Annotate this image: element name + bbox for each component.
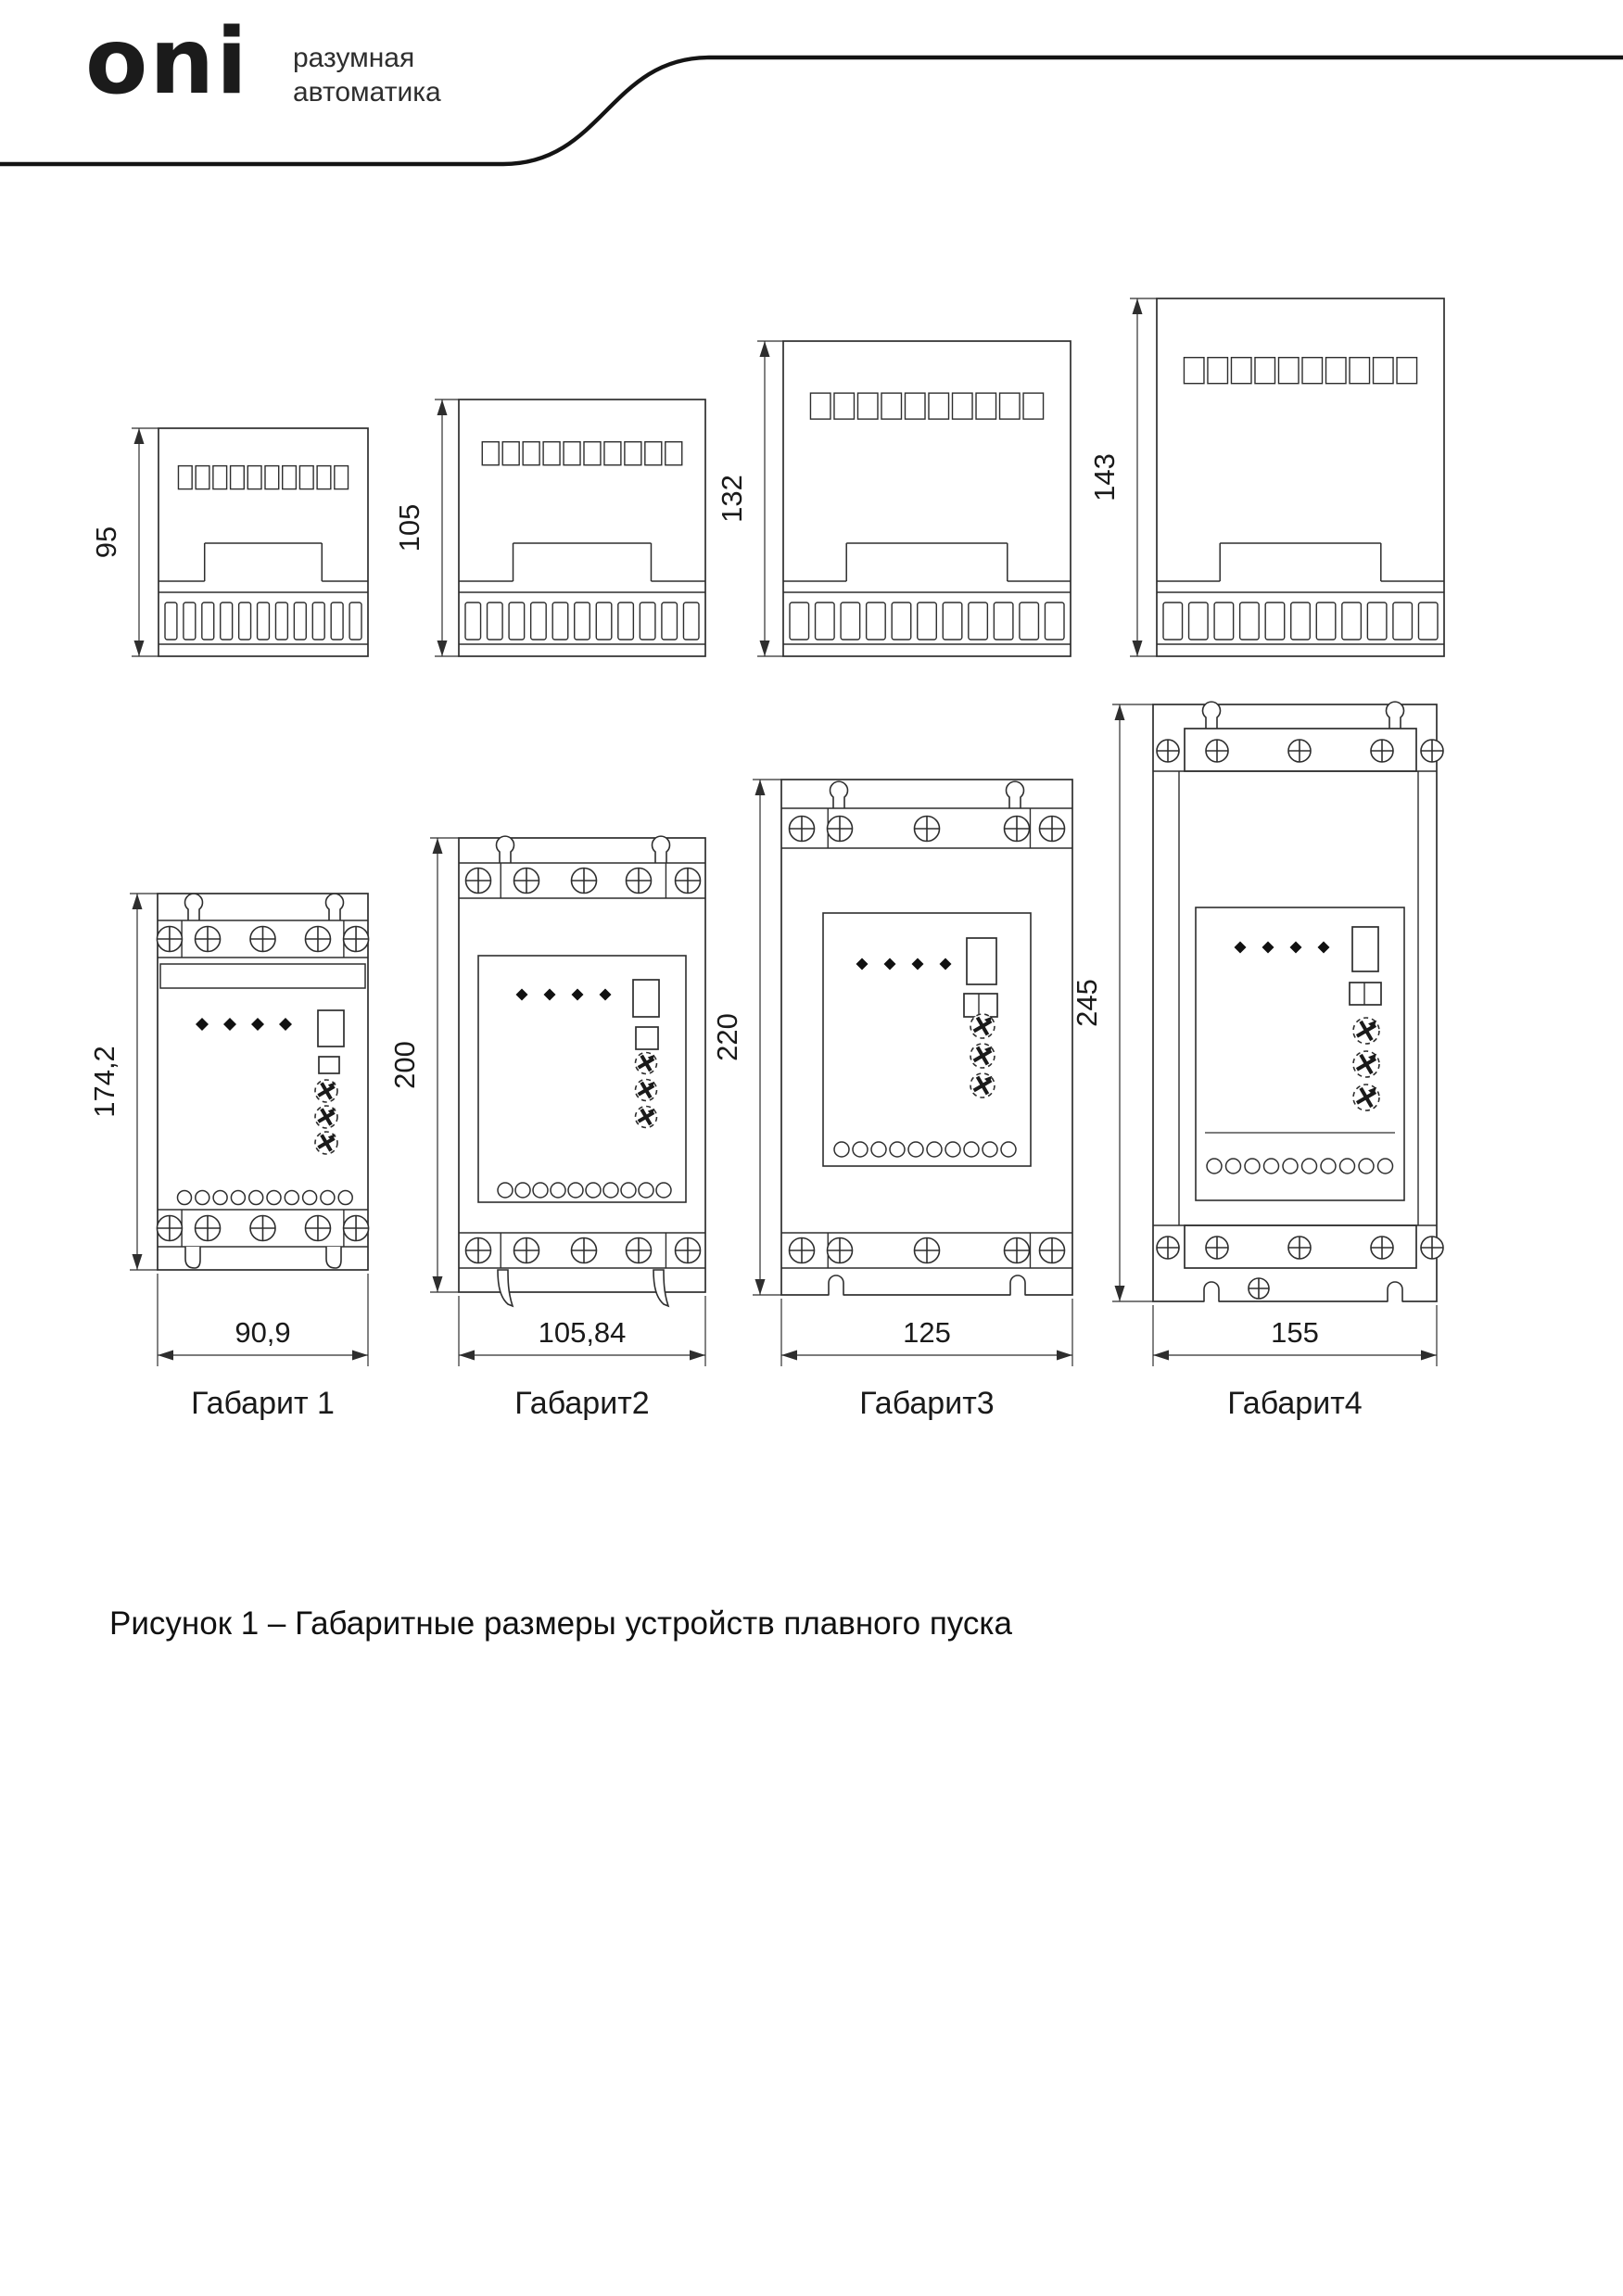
vent-slot: [317, 466, 331, 489]
terminal-hole: [178, 1191, 192, 1205]
potentiometer-icon: [1353, 1018, 1379, 1044]
vent-slot: [178, 466, 192, 489]
vent-slot: [857, 393, 878, 419]
heatsink-fin: [221, 603, 233, 640]
heatsink-fin: [640, 603, 655, 640]
vent-slot: [564, 442, 580, 465]
heatsink-fin: [841, 603, 860, 640]
height-dimension-label: 200: [388, 1041, 421, 1089]
led-indicator: [600, 989, 612, 1001]
keyhole-mount-slot: [1203, 702, 1221, 729]
button-window: [1350, 983, 1381, 1005]
terminal-hole: [533, 1183, 548, 1198]
keyhole-mount-slot: [653, 836, 670, 863]
vent-slot: [543, 442, 560, 465]
screw-icon: [1421, 1237, 1443, 1259]
heatsink-fin: [1265, 603, 1285, 640]
potentiometer-icon: [636, 1080, 657, 1101]
terminal-hole: [1264, 1159, 1279, 1173]
vent-slot: [335, 466, 349, 489]
button-window: [636, 1027, 658, 1049]
vent-slot: [482, 442, 499, 465]
screw-icon: [790, 1238, 815, 1263]
button-window: [319, 1057, 339, 1073]
heatsink-fin: [165, 603, 177, 640]
terminal-hole: [285, 1191, 298, 1205]
size-variant-label: Габарит 1: [191, 1386, 335, 1421]
terminal-hole: [853, 1142, 868, 1157]
dimensions-gabarit-1: [88, 894, 368, 1421]
width-dimension-label: 90,9: [235, 1316, 291, 1349]
heatsink-fin: [202, 603, 214, 640]
terminal-hole: [231, 1191, 245, 1205]
vent-slot: [1023, 393, 1044, 419]
terminal-hole: [515, 1183, 530, 1198]
vent-slot: [283, 466, 297, 489]
vent-slot: [976, 393, 996, 419]
heatsink-fin: [509, 603, 525, 640]
vent-slot: [810, 393, 831, 419]
terminal-hole: [1283, 1159, 1298, 1173]
terminal-hole: [1321, 1159, 1336, 1173]
size-variant-label: Габарит3: [859, 1386, 995, 1421]
width-dimension-label: 105,84: [538, 1316, 627, 1349]
tagline-line-1: разумная: [293, 43, 415, 73]
led-indicator: [1262, 942, 1274, 954]
heatsink-fin: [488, 603, 503, 640]
screw-icon: [1005, 1238, 1030, 1263]
screw-icon: [1371, 1237, 1393, 1259]
led-indicator: [884, 958, 896, 970]
vent-slot: [666, 442, 682, 465]
heatsink-fin: [618, 603, 634, 640]
screw-icon: [676, 1238, 701, 1263]
device-front-outline: [781, 780, 1072, 1295]
terminal-hole: [1207, 1159, 1222, 1173]
din-clip-hook: [326, 1247, 341, 1268]
terminal-hole: [890, 1142, 905, 1157]
height-dimension-label: 245: [1071, 979, 1103, 1027]
width-dimension-label: 155: [1271, 1316, 1319, 1349]
terminal-hole: [639, 1183, 653, 1198]
vent-slot: [834, 393, 855, 419]
vent-slot: [905, 393, 925, 419]
led-indicator: [1235, 942, 1247, 954]
terminal-hole: [871, 1142, 886, 1157]
heatsink-fin: [596, 603, 612, 640]
potentiometer-icon: [315, 1080, 337, 1102]
screw-icon: [1249, 1278, 1269, 1299]
heatsink-fin: [1291, 603, 1311, 640]
led-indicator: [1318, 942, 1330, 954]
vent-slot: [625, 442, 641, 465]
screw-icon: [676, 869, 701, 894]
vent-slot: [584, 442, 601, 465]
front-panel: [478, 956, 686, 1202]
display-window: [318, 1010, 344, 1047]
potentiometer-icon: [315, 1132, 337, 1154]
terminal-hole: [586, 1183, 601, 1198]
depth-dimension-label: 132: [716, 475, 748, 523]
terminal-hole: [551, 1183, 565, 1198]
terminal-hole: [927, 1142, 942, 1157]
screw-icon: [1157, 1237, 1179, 1259]
terminal-hole: [621, 1183, 636, 1198]
busbar-cover: [160, 964, 365, 988]
heatsink-fin: [1189, 603, 1209, 640]
device-side-outline: [783, 341, 1071, 656]
led-indicator: [223, 1018, 236, 1031]
vent-slot: [1231, 358, 1251, 384]
mount-notch: [1204, 1282, 1219, 1301]
side-view-gabarit-4: [1088, 298, 1444, 656]
screw-icon: [196, 927, 221, 952]
terminal-hole: [196, 1191, 209, 1205]
vent-slot: [1208, 358, 1228, 384]
screw-icon: [790, 817, 815, 842]
heatsink-fin: [1342, 603, 1362, 640]
vent-slot: [1374, 358, 1394, 384]
figure-caption: Рисунок 1 – Габаритные размеры устройств плавного пуска: [109, 1605, 1012, 1642]
potentiometer-icon: [636, 1053, 657, 1074]
screw-icon: [344, 927, 369, 952]
screw-icon: [157, 1216, 182, 1241]
vent-slot: [1278, 358, 1299, 384]
heatsink-fin: [552, 603, 568, 640]
led-indicator: [856, 958, 869, 970]
din-clip-hook: [653, 1270, 668, 1306]
potentiometer-icon: [1353, 1051, 1379, 1077]
terminal-hole: [945, 1142, 960, 1157]
din-clip-hook: [498, 1270, 513, 1306]
keyhole-mount-slot: [1386, 702, 1403, 729]
heatsink-fin: [1316, 603, 1336, 640]
vent-slot: [196, 466, 209, 489]
heatsink-fin: [239, 603, 251, 640]
led-indicator: [251, 1018, 264, 1031]
screw-icon: [196, 1216, 221, 1241]
heatsink-fin: [994, 603, 1013, 640]
heatsink-fin: [575, 603, 590, 640]
led-indicator: [1290, 942, 1302, 954]
heatsink-fin: [184, 603, 196, 640]
heatsink-fin: [1214, 603, 1234, 640]
oni-logo: oni: [85, 9, 249, 115]
led-indicator: [544, 989, 556, 1001]
heatsink-fin: [867, 603, 886, 640]
heatsink-fin: [790, 603, 809, 640]
keyhole-mount-slot: [326, 894, 344, 920]
vent-slot: [881, 393, 902, 419]
heatsink-fin: [1367, 603, 1387, 640]
led-indicator: [516, 989, 528, 1001]
terminal-hole: [834, 1142, 849, 1157]
screw-icon: [1371, 740, 1393, 762]
vent-slot: [1397, 358, 1417, 384]
terminal-hole: [338, 1191, 352, 1205]
screw-icon: [1157, 740, 1179, 762]
led-indicator: [940, 958, 952, 970]
terminal-hole: [1340, 1159, 1355, 1173]
screw-icon: [1040, 1238, 1065, 1263]
mount-notch: [1388, 1282, 1402, 1301]
screw-icon: [305, 1216, 330, 1241]
vent-slot: [645, 442, 662, 465]
depth-dimension-label: 95: [90, 526, 122, 559]
terminal-hole: [321, 1191, 335, 1205]
screw-icon: [250, 1216, 275, 1241]
din-clip-hook: [185, 1247, 200, 1268]
mount-notch: [1010, 1275, 1025, 1295]
terminal-hole: [249, 1191, 263, 1205]
led-indicator: [279, 1018, 292, 1031]
side-view-gabarit-2: [393, 400, 705, 656]
led-indicator: [572, 989, 584, 1001]
screw-icon: [305, 927, 330, 952]
keyhole-mount-slot: [497, 836, 514, 863]
screw-icon: [1206, 740, 1228, 762]
screw-icon: [1206, 1237, 1228, 1259]
terminal-hole: [1378, 1159, 1393, 1173]
dimensions-gabarit-4: [1071, 704, 1437, 1421]
heatsink-fin: [258, 603, 270, 640]
front-view-gabarit-1: [157, 894, 368, 1270]
vent-slot: [1326, 358, 1347, 384]
terminal-hole: [1001, 1142, 1016, 1157]
heatsink-fin: [1418, 603, 1438, 640]
dimensions-gabarit-2: [388, 838, 705, 1421]
button-window: [964, 994, 997, 1017]
screw-icon: [572, 869, 597, 894]
vent-slot: [1350, 358, 1370, 384]
vent-slot: [604, 442, 621, 465]
terminal-hole: [1245, 1159, 1260, 1173]
vent-slot: [953, 393, 973, 419]
heatsink-fin: [1163, 603, 1183, 640]
screw-icon: [1040, 817, 1065, 842]
potentiometer-icon: [970, 1044, 995, 1068]
depth-dimension-label: 143: [1088, 453, 1121, 501]
front-view-gabarit-2: [459, 836, 705, 1306]
device-side-outline: [459, 400, 705, 656]
vent-slot: [299, 466, 313, 489]
size-variant-label: Габарит4: [1227, 1386, 1363, 1421]
potentiometer-icon: [315, 1106, 337, 1128]
terminal-hole: [267, 1191, 281, 1205]
vent-slot: [523, 442, 539, 465]
terminal-hole: [656, 1183, 671, 1198]
vent-slot: [929, 393, 949, 419]
terminal-hole: [213, 1191, 227, 1205]
heatsink-fin: [1393, 603, 1413, 640]
heatsink-fin: [1240, 603, 1260, 640]
heatsink-fin: [816, 603, 835, 640]
screw-icon: [627, 1238, 652, 1263]
vent-slot: [1000, 393, 1021, 419]
heatsink-fin: [662, 603, 678, 640]
keyhole-mount-slot: [185, 894, 203, 920]
screw-icon: [250, 927, 275, 952]
vent-slot: [247, 466, 261, 489]
display-window: [967, 938, 996, 984]
screw-icon: [1288, 740, 1311, 762]
screw-icon: [828, 1238, 853, 1263]
terminal-hole: [983, 1142, 997, 1157]
heatsink-fin: [531, 603, 547, 640]
screw-icon: [828, 817, 853, 842]
screw-icon: [915, 817, 940, 842]
size-variant-label: Габарит2: [514, 1386, 650, 1421]
screw-icon: [514, 1238, 539, 1263]
terminal-hole: [603, 1183, 618, 1198]
vent-slot: [502, 442, 519, 465]
front-view-gabarit-3: [781, 780, 1072, 1297]
terminal-hole: [964, 1142, 979, 1157]
side-view-gabarit-1: [90, 428, 368, 656]
heatsink-fin: [331, 603, 343, 640]
screw-icon: [466, 869, 491, 894]
potentiometer-icon: [970, 1073, 995, 1097]
screw-icon: [344, 1216, 369, 1241]
tagline-line-2: автоматика: [293, 77, 441, 108]
heatsink-fin: [294, 603, 306, 640]
vent-slot: [1302, 358, 1323, 384]
vent-slot: [1184, 358, 1204, 384]
screw-icon: [466, 1238, 491, 1263]
side-view-gabarit-3: [716, 341, 1071, 656]
screw-icon: [627, 869, 652, 894]
front-panel: [823, 913, 1031, 1166]
keyhole-mount-slot: [831, 781, 848, 808]
led-indicator: [912, 958, 924, 970]
vent-slot: [265, 466, 279, 489]
height-dimension-label: 220: [711, 1013, 743, 1061]
screw-icon: [1288, 1237, 1311, 1259]
keyhole-mount-slot: [1007, 781, 1024, 808]
heatsink-fin: [349, 603, 361, 640]
dimensions-gabarit-3: [711, 780, 1072, 1421]
led-indicator: [196, 1018, 209, 1031]
height-dimension-label: 174,2: [88, 1046, 120, 1118]
heatsink-fin: [943, 603, 962, 640]
screw-icon: [157, 927, 182, 952]
terminal-hole: [1359, 1159, 1374, 1173]
screw-icon: [915, 1238, 940, 1263]
terminal-hole: [1302, 1159, 1317, 1173]
heatsink-fin: [275, 603, 287, 640]
device-front-outline: [459, 838, 705, 1292]
vent-slot: [213, 466, 227, 489]
terminal-hole: [303, 1191, 317, 1205]
heatsink-fin: [892, 603, 911, 640]
heatsink-fin: [1020, 603, 1039, 640]
mount-notch: [829, 1275, 843, 1295]
width-dimension-label: 125: [903, 1316, 951, 1349]
vent-slot: [1255, 358, 1275, 384]
heatsink-fin: [1045, 603, 1064, 640]
terminal-hole: [1226, 1159, 1241, 1173]
device-side-outline: [158, 428, 368, 656]
heatsink-fin: [969, 603, 988, 640]
terminal-hole: [908, 1142, 923, 1157]
heatsink-fin: [465, 603, 481, 640]
terminal-hole: [498, 1183, 513, 1198]
potentiometer-icon: [636, 1107, 657, 1128]
front-view-gabarit-4: [1153, 702, 1443, 1302]
screw-icon: [514, 869, 539, 894]
screw-icon: [1005, 817, 1030, 842]
vent-slot: [231, 466, 245, 489]
display-window: [1352, 927, 1378, 971]
heatsink-fin: [312, 603, 324, 640]
heatsink-fin: [683, 603, 699, 640]
screw-icon: [1421, 740, 1443, 762]
display-window: [633, 980, 659, 1017]
heatsink-fin: [918, 603, 937, 640]
potentiometer-icon: [1353, 1085, 1379, 1110]
screw-icon: [572, 1238, 597, 1263]
terminal-hole: [568, 1183, 583, 1198]
potentiometer-icon: [970, 1014, 995, 1038]
depth-dimension-label: 105: [393, 503, 425, 552]
